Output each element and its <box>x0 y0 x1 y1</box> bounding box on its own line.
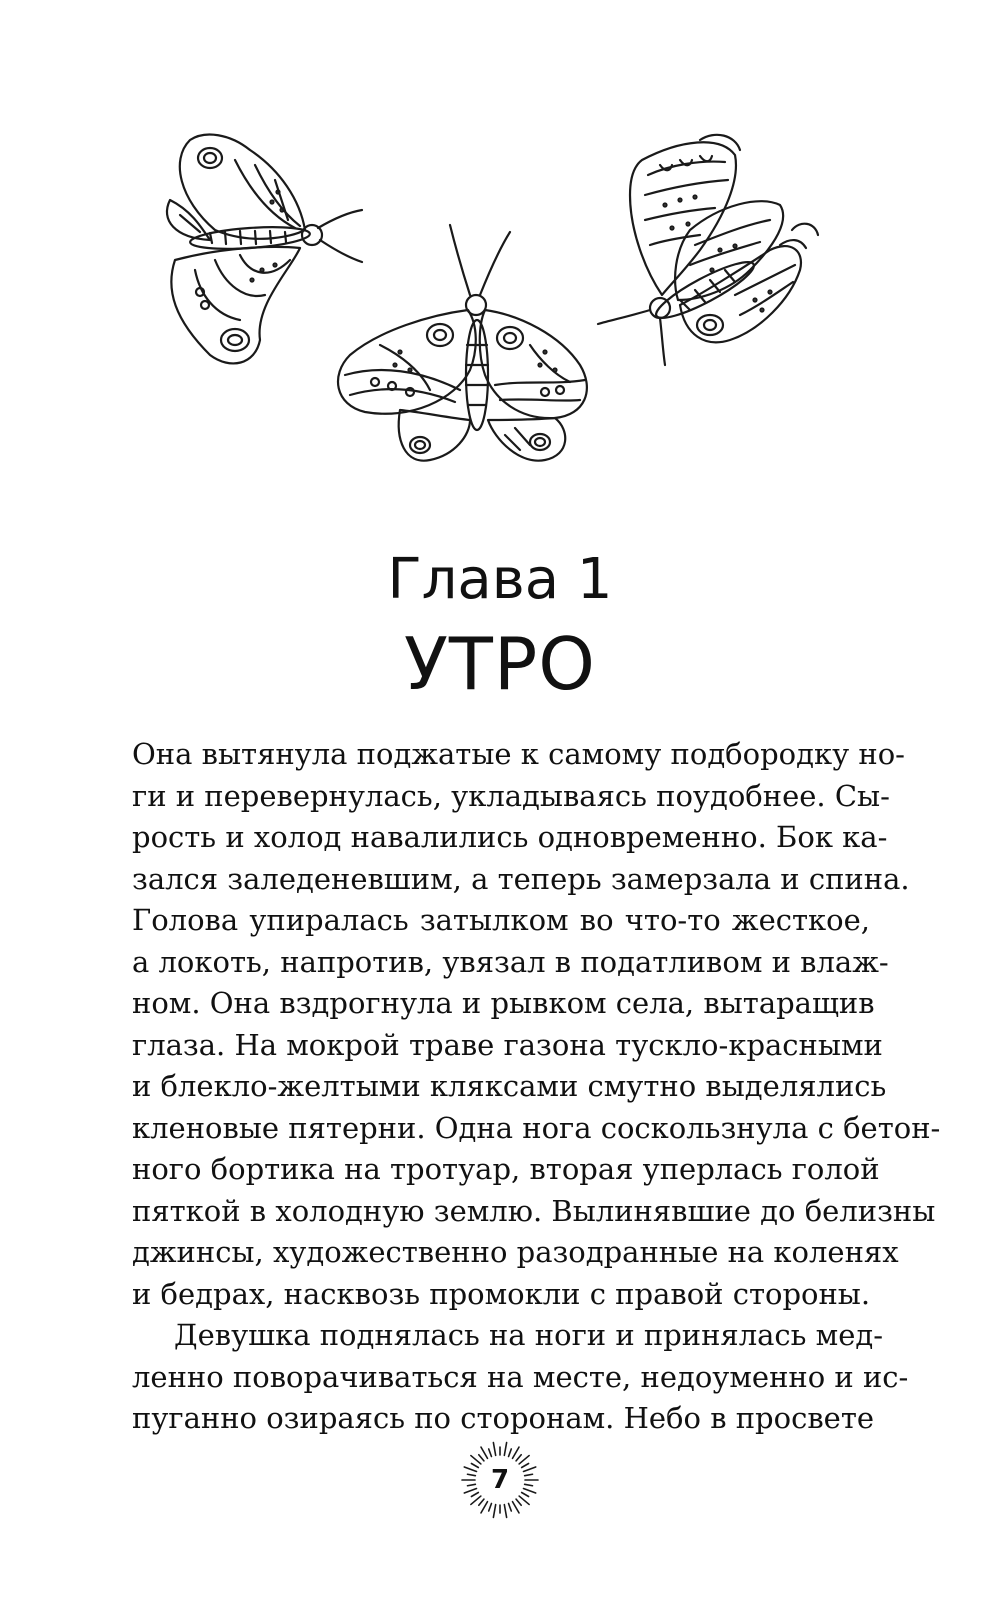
text-line: глаза. На мокрой траве газона тускло-красными <box>132 1027 883 1062</box>
moths-illustration <box>0 120 1000 500</box>
text-line: зался заледеневшим, а теперь замерзала и спина. <box>132 861 910 896</box>
text-line: рость и холод навалились одновременно. Бок ка- <box>132 820 888 854</box>
text-line: ленно поворачиваться на месте, недоуменно и ис- <box>132 1359 909 1394</box>
paragraph <box>132 734 941 1315</box>
chapter-title: УТРО <box>404 622 596 706</box>
text-line: Она вытянула поджатые к самому подбородку но- <box>132 737 905 771</box>
chapter-body <box>132 734 941 1440</box>
text-line: ги и перевернулась, укладываясь поудобнее. Сы- <box>132 778 890 813</box>
text-line: пяткой в холодную землю. Вылинявшие до белизны <box>132 1193 936 1228</box>
text-line: и бедрах, насквозь промокли с правой стороны. <box>132 1276 871 1311</box>
page-number: 7 <box>490 1465 510 1495</box>
text-line: Девушка поднялась на ноги и принялась мед- <box>174 1318 884 1352</box>
page-number-badge <box>460 1440 540 1520</box>
text-line: джинсы, художественно разодранные на коленях <box>132 1235 899 1269</box>
text-line: Голова упиралась затылком во что-то жесткое, <box>132 903 870 937</box>
text-line: ном. Она вздрогнула и рывком села, вытаращив <box>132 986 875 1020</box>
moth-left-icon <box>167 135 362 364</box>
moth-center-icon <box>338 225 587 461</box>
chapter-number: Глава 1 <box>387 547 613 612</box>
moth-right-icon <box>598 135 818 365</box>
text-line: а локоть, напротив, увязал в податливом и влаж- <box>132 944 889 979</box>
text-line: пуганно озираясь по сторонам. Небо в просвете <box>132 1401 875 1435</box>
text-line: и блекло-желтыми кляксами смутно выделялись <box>132 1069 887 1103</box>
paragraph <box>132 1315 909 1440</box>
text-line: ного бортика на тротуар, вторая уперлась голой <box>132 1152 880 1186</box>
text-line: кленовые пятерни. Одна нога соскользнула с бетон- <box>132 1110 941 1145</box>
